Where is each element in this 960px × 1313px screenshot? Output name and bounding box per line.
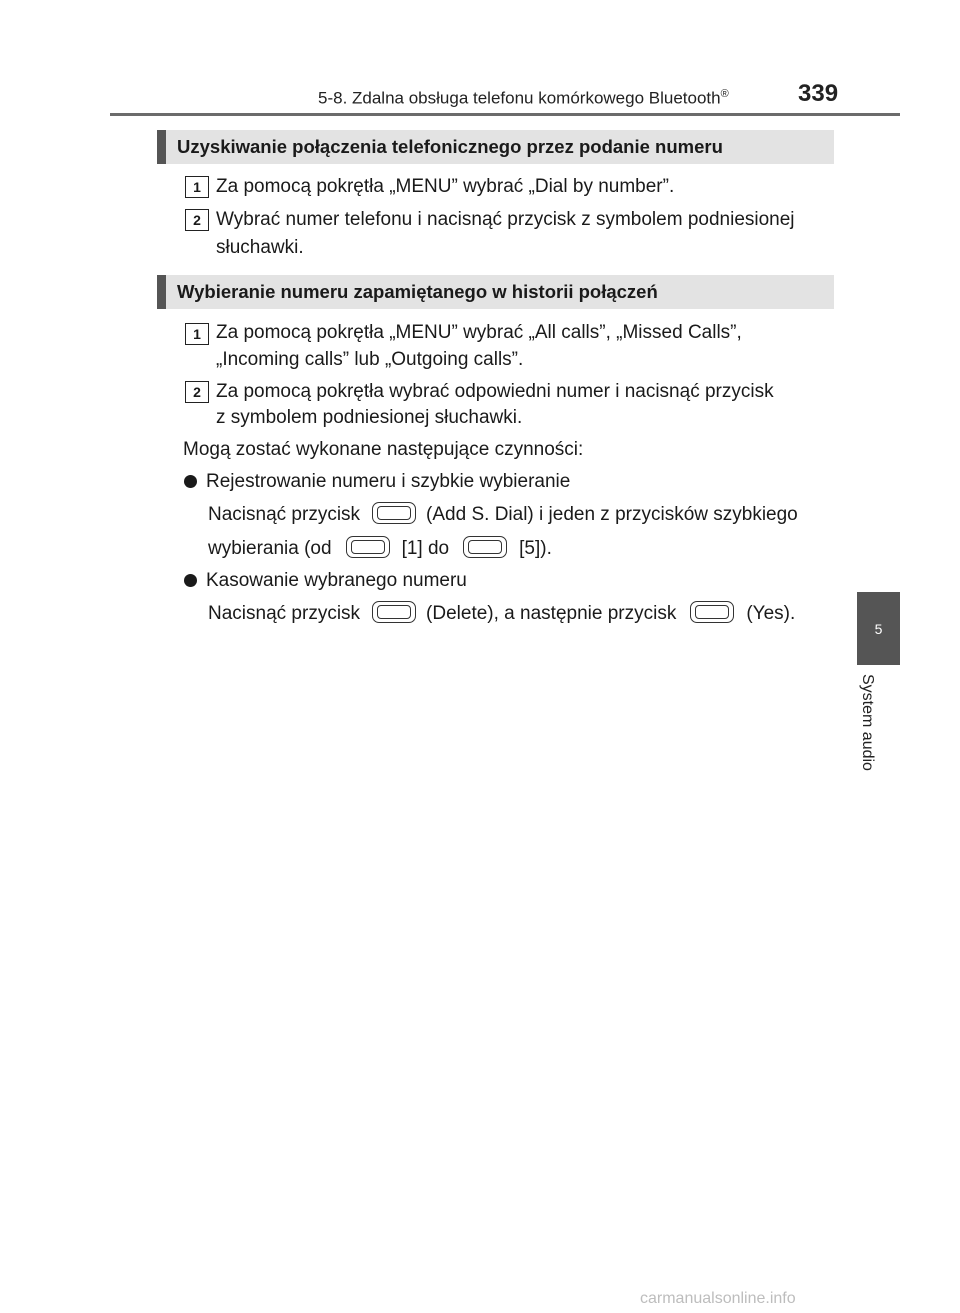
step-text-continued: z symbolem podniesionej słuchawki. — [216, 407, 523, 428]
chapter-label: System audio — [859, 674, 876, 771]
step-badge-1: 1 — [185, 176, 209, 198]
page-number: 339 — [798, 80, 839, 107]
bullet-title: Rejestrowanie numeru i szybkie wybieranie — [206, 471, 571, 492]
section-heading-call-history: Wybieranie numeru zapamiętanego w historii połączeń — [157, 275, 834, 309]
step-text: Wybrać numer telefonu i nacisnąć przycisk z symbolem podniesionej — [216, 209, 795, 230]
bullet-title: Kasowanie wybranego numeru — [206, 570, 467, 591]
step-text-continued: „Incoming calls” lub „Outgoing calls”. — [216, 349, 524, 370]
bullet-instruction: Nacisnąć przycisk (Add S. Dial) i jeden z przycisków szybkiego — [208, 501, 798, 529]
screen-button-icon — [346, 536, 390, 558]
step-text: Za pomocą pokrętła „MENU” wybrać „Dial by number”. — [216, 176, 675, 197]
header-title: 5-8. Zdalna obsługa telefonu komórkowego Bluetooth® — [318, 88, 729, 108]
screen-button-icon — [690, 601, 734, 623]
step-text: Za pomocą pokrętła „MENU” wybrać „All calls”, „Missed Calls”, — [216, 322, 742, 343]
registered-mark: ® — [720, 88, 729, 100]
chapter-tab: 5 — [857, 592, 900, 665]
bullet-dot — [184, 574, 197, 587]
watermark: carmanualsonline.info — [640, 1290, 796, 1307]
screen-button-icon — [463, 536, 507, 558]
section-heading-dial-number: Uzyskiwanie połączenia telefonicznego przez podanie numeru — [157, 130, 834, 164]
bullet-dot — [184, 475, 197, 488]
step-badge-1: 1 — [185, 323, 209, 345]
screen-button-icon — [372, 601, 416, 623]
header-rule — [110, 113, 900, 116]
screen-button-icon — [372, 502, 416, 524]
actions-intro: Mogą zostać wykonane następujące czynności: — [183, 439, 584, 460]
step-text-continued: słuchawki. — [216, 237, 304, 258]
step-badge-2: 2 — [185, 381, 209, 403]
step-text: Za pomocą pokrętła wybrać odpowiedni numer i nacisnąć przycisk — [216, 381, 774, 402]
bullet-instruction: Nacisnąć przycisk (Delete), a następnie przycisk (Yes). — [208, 600, 795, 628]
bullet-instruction-continued: wybierania (od [1] do [5]). — [208, 535, 552, 563]
step-badge-2: 2 — [185, 209, 209, 231]
